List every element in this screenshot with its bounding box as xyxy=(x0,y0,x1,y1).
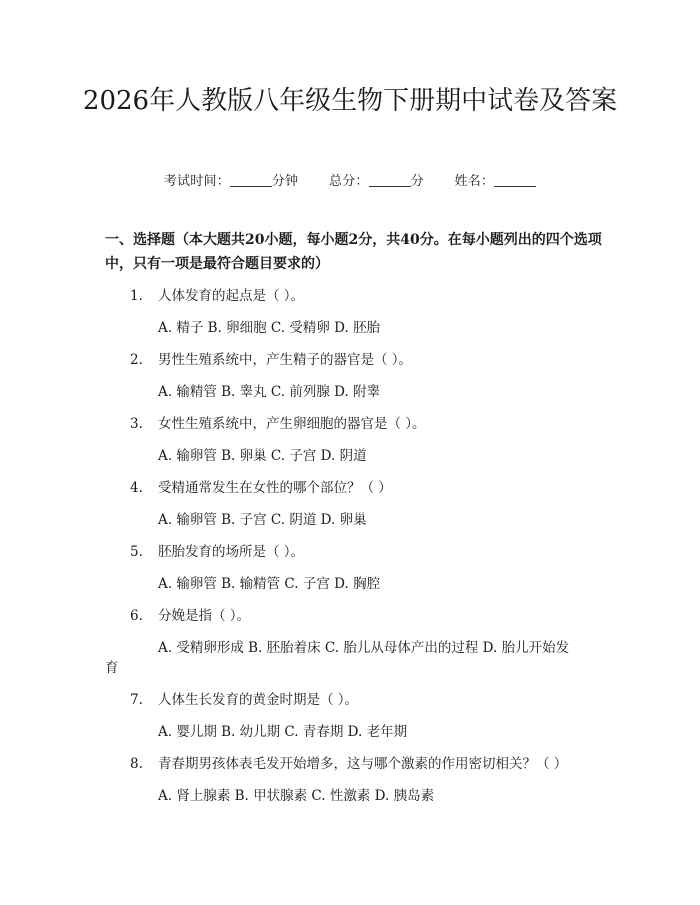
question-number: 6. xyxy=(130,608,143,624)
question-6-options: A. 受精卵形成 B. 胚胎着床 C. 胎儿从母体产出的过程 D. 胎儿开始发 xyxy=(158,640,570,656)
question-2 xyxy=(130,348,412,368)
question-8 xyxy=(130,752,567,772)
time-blank xyxy=(230,174,272,187)
question-2-options: A. 输精管 B. 睾丸 C. 前列腺 D. 附睾 xyxy=(158,384,381,400)
time-unit: 分钟 xyxy=(271,174,299,189)
score-blank xyxy=(369,174,411,187)
question-text: 受精通常发生在女性的哪个部位？（ ） xyxy=(158,480,392,496)
question-6-options-continued: 育 xyxy=(105,660,119,676)
question-number: 1. xyxy=(130,288,143,304)
question-number: 2. xyxy=(130,352,143,368)
question-text: 人体生长发育的黄金时期是（ ）。 xyxy=(158,692,359,708)
score-unit: 分 xyxy=(410,174,424,189)
exam-title: 2026年人教版八年级生物下册期中试卷及答案 xyxy=(82,86,618,116)
question-text: 胚胎发育的场所是（ ）。 xyxy=(158,544,305,560)
question-5 xyxy=(130,540,304,560)
question-text: 男性生殖系统中，产生精子的器官是（ ）。 xyxy=(158,352,413,368)
question-number: 3. xyxy=(130,416,143,432)
question-7 xyxy=(130,688,358,708)
name-blank xyxy=(494,174,536,187)
question-3-options: A. 输卵管 B. 卵巢 C. 子宫 D. 阴道 xyxy=(158,448,367,464)
question-7-options: A. 婴儿期 B. 幼儿期 C. 青春期 D. 老年期 xyxy=(158,724,408,740)
time-label: 考试时间： xyxy=(163,174,230,189)
question-8-options: A. 肾上腺素 B. 甲状腺素 C. 性激素 D. 胰岛素 xyxy=(158,788,435,804)
question-number: 5. xyxy=(130,544,143,560)
exam-meta xyxy=(0,170,700,189)
question-text: 青春期男孩体表毛发开始增多，这与哪个激素的作用密切相关？（ ） xyxy=(158,756,568,772)
section-heading: 一、选择题（本大题共20小题，每小题2分，共40分。在每小题列出的四个选项中，只有一项是最符合题目要求的） xyxy=(105,232,602,272)
name-label: 姓名： xyxy=(454,174,495,189)
question-1-options: A. 精子 B. 卵细胞 C. 受精卵 D. 胚胎 xyxy=(158,320,381,336)
score-label: 总分： xyxy=(329,174,369,189)
question-text: 女性生殖系统中，产生卵细胞的器官是（ ）。 xyxy=(158,416,426,432)
question-text: 分娩是指（ ）。 xyxy=(158,608,251,624)
question-1 xyxy=(130,284,304,304)
question-3 xyxy=(130,412,426,432)
question-5-options: A. 输卵管 B. 输精管 C. 子宫 D. 胸腔 xyxy=(158,576,381,592)
question-6 xyxy=(130,604,250,624)
question-number: 7. xyxy=(130,692,143,708)
question-number: 4. xyxy=(130,480,143,496)
question-number: 8. xyxy=(130,756,143,772)
question-4 xyxy=(130,476,392,496)
question-text: 人体发育的起点是（ ）。 xyxy=(158,288,305,304)
question-4-options: A. 输卵管 B. 子宫 C. 阴道 D. 卵巢 xyxy=(158,512,367,528)
